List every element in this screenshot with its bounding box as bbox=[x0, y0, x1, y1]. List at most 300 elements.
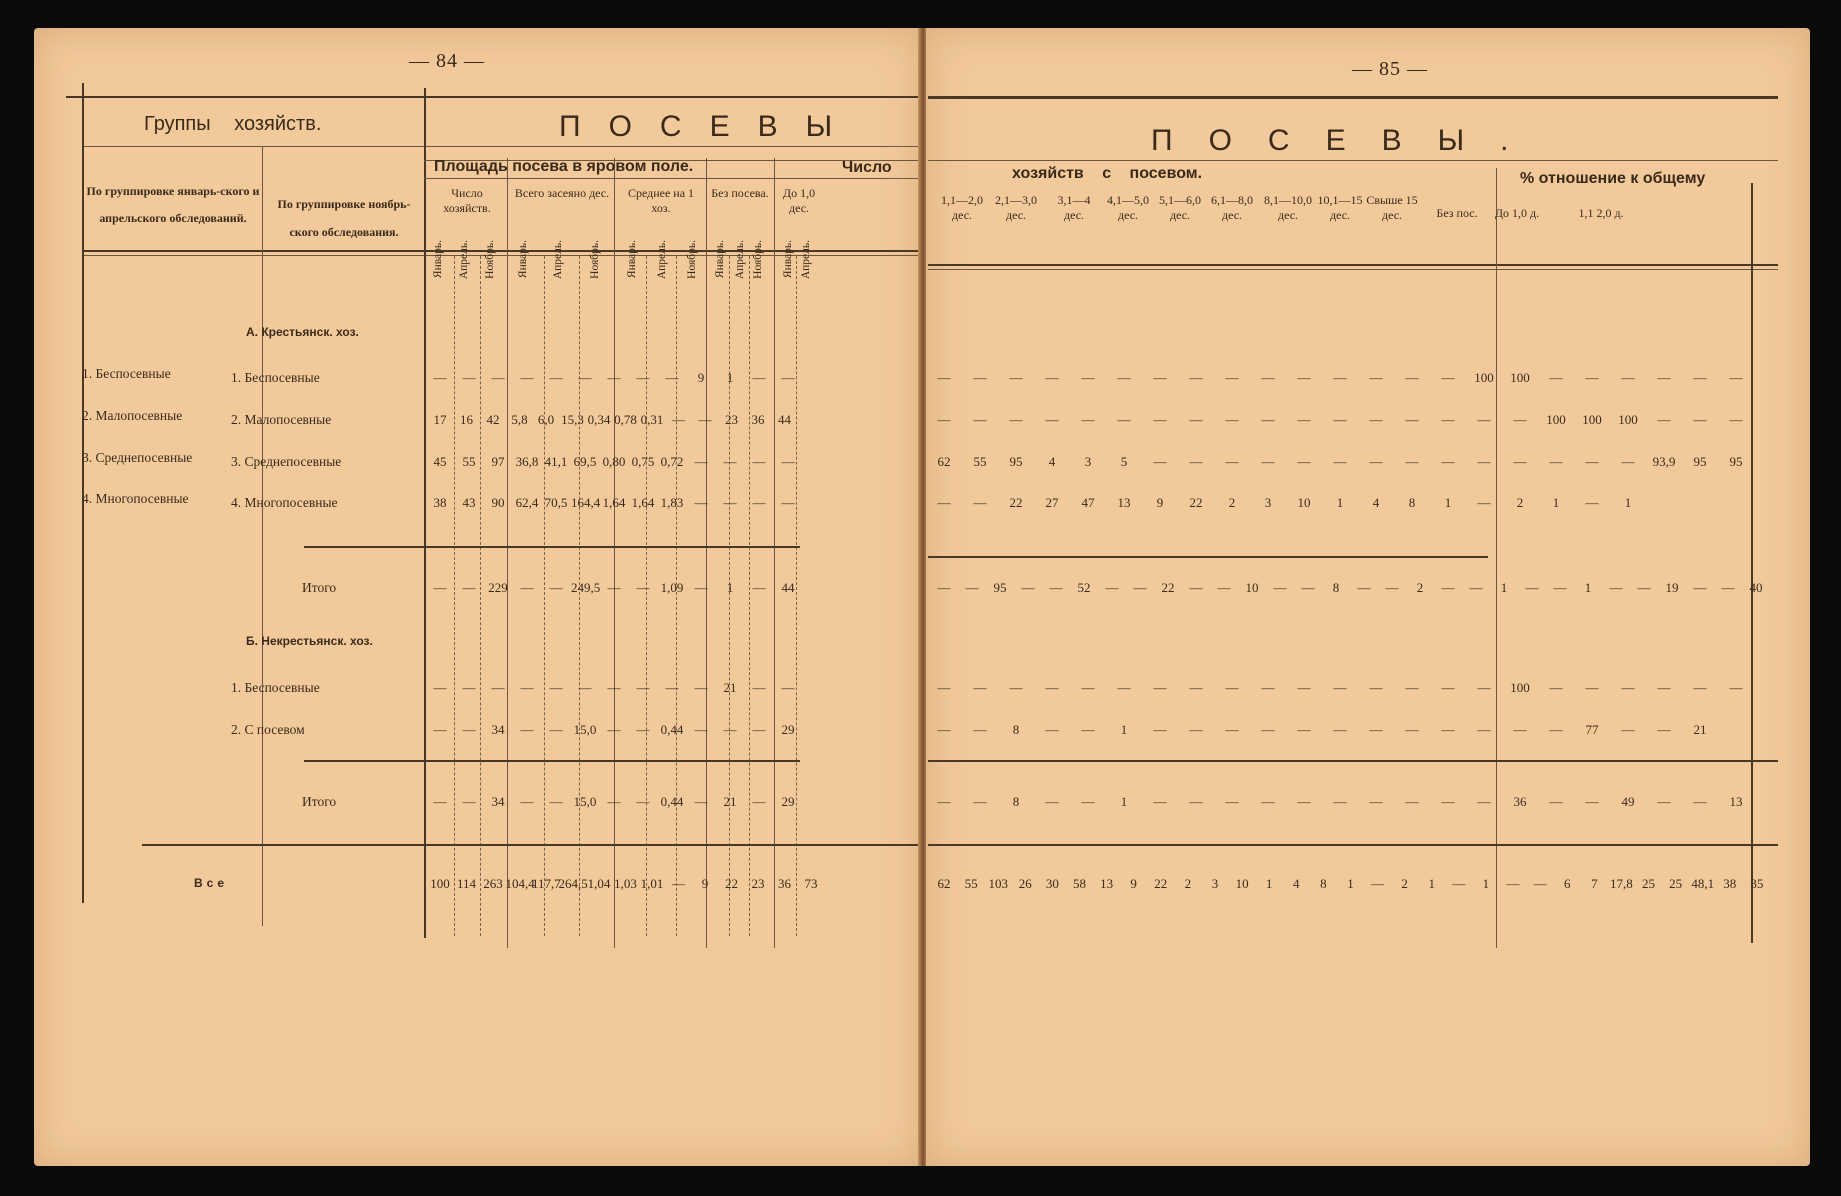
table-cell: — bbox=[781, 454, 795, 469]
row-label: Итого bbox=[302, 580, 337, 595]
table-cell: — bbox=[1525, 580, 1539, 595]
table-cell: 41,1 bbox=[544, 454, 568, 469]
page-title: ПОСЕВЫ. bbox=[1151, 124, 1545, 157]
table-cell: 10 bbox=[1297, 495, 1311, 510]
table-cell: — bbox=[520, 722, 534, 737]
row-label: 3. Среднепосевные bbox=[231, 454, 342, 469]
table-cell: 34 bbox=[491, 794, 505, 809]
column-guide bbox=[749, 256, 750, 936]
table-cell: — bbox=[1621, 680, 1635, 695]
table-cell: — bbox=[462, 680, 476, 695]
table-cell: — bbox=[973, 412, 987, 427]
table-cell: — bbox=[636, 580, 650, 595]
table-cell: 1 bbox=[1428, 876, 1435, 891]
table-cell: — bbox=[1081, 722, 1095, 737]
table-cell: — bbox=[1217, 580, 1231, 595]
table-cell: — bbox=[433, 370, 447, 385]
table-cell: — bbox=[698, 412, 712, 427]
table-cell: — bbox=[1657, 722, 1671, 737]
table-cell: — bbox=[1585, 495, 1599, 510]
table-cell: — bbox=[1469, 580, 1483, 595]
table-cell: — bbox=[1153, 412, 1167, 427]
table-cell: 3 bbox=[1211, 876, 1219, 891]
table-cell: 95 bbox=[1009, 454, 1023, 469]
table-cell: — bbox=[1225, 722, 1239, 737]
table-cell: — bbox=[1657, 794, 1671, 809]
table-cell: 45 bbox=[433, 454, 447, 469]
col-group-sown: Всего засеяно дес. bbox=[514, 186, 610, 200]
table-cell: — bbox=[1405, 680, 1419, 695]
table-cell: — bbox=[752, 680, 766, 695]
table-cell: — bbox=[1721, 580, 1735, 595]
table-cell: — bbox=[1729, 680, 1743, 695]
table-cell: — bbox=[1297, 412, 1311, 427]
col-group-average: Среднее на 1 хоз. bbox=[627, 186, 695, 215]
table-cell: 4 bbox=[1293, 876, 1300, 891]
month-label: Январь. bbox=[626, 240, 638, 279]
table-cell: 36 bbox=[1513, 794, 1527, 809]
table-cell: — bbox=[636, 680, 650, 695]
table-cell: — bbox=[1189, 722, 1203, 737]
table-cell: — bbox=[1333, 454, 1347, 469]
table-cell: — bbox=[937, 580, 951, 595]
table-cell: 100 bbox=[1510, 370, 1530, 385]
table-cell: 69,5 bbox=[573, 454, 597, 469]
table-cell: — bbox=[1189, 370, 1203, 385]
table-cell: — bbox=[1385, 580, 1399, 595]
table-cell: 100 bbox=[1582, 412, 1602, 427]
table-cell: 1 bbox=[1624, 495, 1632, 510]
table-cell: — bbox=[694, 722, 708, 737]
table-cell: — bbox=[1189, 580, 1203, 595]
table-cell: 8 bbox=[1012, 794, 1020, 809]
table-cell: — bbox=[1333, 370, 1347, 385]
table-cell: — bbox=[1081, 680, 1095, 695]
table-cell: 2 bbox=[1516, 495, 1524, 510]
table-cell: 1 bbox=[1482, 876, 1490, 891]
table-cell: 1 bbox=[1552, 495, 1560, 510]
table-cell: — bbox=[520, 794, 534, 809]
col-divider bbox=[706, 158, 707, 948]
table-cell: — bbox=[1441, 722, 1455, 737]
month-label: Январь. bbox=[432, 240, 444, 279]
col-group-header: 8,1—10,0 дес. bbox=[1264, 193, 1312, 222]
col-group-no-sowing: Без посева. bbox=[711, 186, 769, 200]
table-cell: — bbox=[1153, 722, 1167, 737]
table-cell: — bbox=[973, 722, 987, 737]
month-label: Январь. bbox=[517, 240, 529, 279]
table-cell: 1,64 bbox=[631, 495, 655, 510]
table-cell: — bbox=[1441, 680, 1455, 695]
table-cell: — bbox=[1333, 680, 1347, 695]
table-cell: — bbox=[1333, 722, 1347, 737]
table-cell: — bbox=[694, 680, 708, 695]
table-cell: 7 bbox=[1591, 876, 1598, 891]
table-cell: 44 bbox=[778, 412, 791, 427]
table-cell: — bbox=[433, 680, 447, 695]
table-cell: 5 bbox=[1120, 454, 1128, 469]
table-cell: 25 bbox=[1642, 876, 1656, 891]
col-group-header: Свыше 15 дес. bbox=[1366, 193, 1418, 222]
table-cell: — bbox=[752, 580, 766, 595]
rule bbox=[82, 146, 922, 147]
households-header: хозяйств с посевом. bbox=[1012, 165, 1203, 182]
month-label: Апрель. bbox=[800, 240, 812, 280]
row-label: 4. Многопосевные bbox=[231, 495, 338, 510]
table-cell: — bbox=[1549, 454, 1563, 469]
table-cell: — bbox=[549, 370, 563, 385]
column-guide bbox=[544, 256, 545, 936]
column-guide bbox=[646, 256, 647, 936]
table-cell: 100 bbox=[1474, 370, 1494, 385]
table-cell: — bbox=[1045, 412, 1059, 427]
table-cell: 73 bbox=[804, 876, 818, 891]
table-cell: 95 bbox=[1729, 454, 1743, 469]
row-label: 2. С посевом bbox=[231, 722, 305, 737]
table-cell: 263 bbox=[483, 876, 503, 891]
table-cell: 1 bbox=[1584, 580, 1592, 595]
rule bbox=[424, 178, 922, 179]
table-cell: 2 bbox=[1416, 580, 1424, 595]
table-cell: — bbox=[607, 580, 621, 595]
table-cell: — bbox=[1045, 722, 1059, 737]
col-group-header: 1,1 2,0 д. bbox=[1578, 206, 1624, 220]
table-cell: 9 bbox=[701, 876, 709, 891]
table-cell: — bbox=[1585, 794, 1599, 809]
table-cell: 48,1 bbox=[1691, 876, 1715, 891]
table-cell: 3 bbox=[1264, 495, 1272, 510]
table-cell: — bbox=[433, 794, 447, 809]
table-cell: — bbox=[1369, 680, 1383, 695]
table-cell: 22 bbox=[1009, 495, 1023, 510]
table-cell: — bbox=[781, 680, 795, 695]
table-cell: — bbox=[1553, 580, 1567, 595]
col-group-header: 10,1—15 дес. bbox=[1317, 193, 1363, 222]
table-cell: — bbox=[1729, 370, 1743, 385]
month-label: Апрель. bbox=[656, 240, 668, 280]
table-cell: — bbox=[636, 794, 650, 809]
row-label: 1. Беспосевные bbox=[231, 370, 320, 385]
table-cell: 10 bbox=[1235, 876, 1249, 891]
group-label: 1. Беспосевные bbox=[82, 366, 171, 381]
table-cell: — bbox=[672, 876, 685, 891]
table-cell: 29 bbox=[781, 722, 795, 737]
table-cell: — bbox=[1333, 412, 1347, 427]
table-cell: — bbox=[1261, 454, 1275, 469]
table-cell: — bbox=[1261, 412, 1275, 427]
table-cell: — bbox=[973, 680, 987, 695]
table-cell: — bbox=[1369, 454, 1383, 469]
table-cell: — bbox=[937, 412, 951, 427]
table-cell: — bbox=[1021, 580, 1035, 595]
group-label: 2. Малопосевные bbox=[82, 408, 183, 423]
table-cell: — bbox=[1133, 580, 1147, 595]
table-cell: — bbox=[1441, 370, 1455, 385]
table-cell: 100 bbox=[1510, 680, 1530, 695]
table-cell: 1,09 bbox=[660, 580, 684, 595]
table-cell: 26 bbox=[1018, 876, 1032, 891]
column-guide bbox=[579, 256, 580, 936]
table-cell: — bbox=[1441, 454, 1455, 469]
table-cell: — bbox=[578, 370, 592, 385]
table-cell: 1,04 bbox=[587, 876, 611, 891]
table-cell: 164,4 bbox=[571, 495, 601, 510]
table-cell: 22 bbox=[1154, 876, 1168, 891]
table-cell: — bbox=[1477, 412, 1491, 427]
table-cell: — bbox=[549, 580, 563, 595]
table-cell: — bbox=[1693, 370, 1707, 385]
rule bbox=[928, 760, 1778, 762]
table-cell: — bbox=[1369, 412, 1383, 427]
table-cell: — bbox=[1513, 412, 1527, 427]
table-cell: 36 bbox=[751, 412, 765, 427]
top-rule bbox=[66, 96, 922, 98]
table-cell: 21 bbox=[723, 680, 737, 695]
table-cell: — bbox=[1225, 412, 1239, 427]
table-cell: 100 bbox=[1546, 412, 1566, 427]
groups-header: Группы хозяйств. bbox=[144, 113, 322, 135]
table-cell: 114 bbox=[456, 876, 477, 891]
month-label: Ноябрь. bbox=[752, 240, 764, 279]
table-cell: — bbox=[694, 495, 708, 510]
rule bbox=[928, 844, 1778, 846]
table-cell: — bbox=[1189, 794, 1203, 809]
col-group-header: 4,1—5,0 дес. bbox=[1107, 193, 1149, 222]
rule bbox=[142, 844, 922, 846]
page-number: — 84 — bbox=[409, 50, 485, 72]
table-cell: 77 bbox=[1585, 722, 1599, 737]
page-title: ПОСЕВЫ bbox=[559, 110, 861, 143]
table-cell: 21 bbox=[723, 794, 737, 809]
jan-apr-grouping-header: По группировке январь-ского и апрельского обследований. bbox=[86, 184, 260, 225]
table-cell: — bbox=[1657, 412, 1671, 427]
table-cell: 27 bbox=[1045, 495, 1059, 510]
table-cell: 1,01 bbox=[640, 876, 664, 891]
month-label: Ноябрь. bbox=[589, 240, 601, 279]
table-cell: — bbox=[1405, 370, 1419, 385]
table-cell: — bbox=[1585, 680, 1599, 695]
table-cell: 93,9 bbox=[1652, 454, 1676, 469]
table-cell: — bbox=[937, 370, 951, 385]
table-cell: — bbox=[694, 794, 708, 809]
table-cell: — bbox=[1153, 794, 1167, 809]
table-cell: — bbox=[694, 580, 708, 595]
table-cell: 1 bbox=[1444, 495, 1452, 510]
col-group-header: 2,1—3,0 дес. bbox=[995, 193, 1037, 222]
table-cell: 1 bbox=[1120, 794, 1128, 809]
top-rule bbox=[928, 96, 1778, 99]
table-cell: 36,8 bbox=[515, 454, 539, 469]
table-cell: 1 bbox=[726, 580, 734, 595]
month-label: Январь. bbox=[782, 240, 794, 279]
col-group-header: 5,1—6,0 дес. bbox=[1159, 193, 1201, 222]
col-group-up-to-1: До 1,0 дес. bbox=[782, 186, 816, 215]
table-cell: — bbox=[973, 495, 987, 510]
table-cell: — bbox=[520, 370, 534, 385]
table-cell: — bbox=[1009, 680, 1023, 695]
section-a-label: А. Крестьянск. хоз. bbox=[246, 325, 359, 339]
table-cell: — bbox=[549, 680, 563, 695]
table-cell: — bbox=[1477, 680, 1491, 695]
table-cell: — bbox=[1261, 370, 1275, 385]
table-cell: — bbox=[973, 794, 987, 809]
table-cell: — bbox=[1371, 876, 1385, 891]
group-label: 3. Среднепосевные bbox=[82, 450, 193, 465]
table-cell: 1 bbox=[1500, 580, 1508, 595]
table-cell: — bbox=[723, 495, 737, 510]
table-cell: 35 bbox=[1750, 876, 1764, 891]
table-cell: — bbox=[1261, 722, 1275, 737]
table-cell: — bbox=[1081, 412, 1095, 427]
table-cell: 1 bbox=[1347, 876, 1354, 891]
table-cell: 104,4 bbox=[505, 876, 535, 891]
table-cell: 58 bbox=[1072, 876, 1086, 891]
table-cell: 34 bbox=[491, 722, 505, 737]
table-cell: — bbox=[607, 794, 621, 809]
table-cell: — bbox=[1405, 454, 1419, 469]
table-cell: 0,80 bbox=[602, 454, 626, 469]
table-cell: 264,5 bbox=[558, 876, 588, 891]
table-cell: — bbox=[636, 722, 650, 737]
month-label: Ноябрь. bbox=[686, 240, 698, 279]
table-cell: — bbox=[1297, 454, 1311, 469]
pct-header: % отношение к общему bbox=[1520, 170, 1706, 187]
table-cell: — bbox=[1117, 680, 1131, 695]
table-cell: 17 bbox=[433, 412, 447, 427]
table-cell: 36 bbox=[778, 876, 791, 891]
table-cell: 2 bbox=[1184, 876, 1192, 891]
table-cell: — bbox=[1297, 680, 1311, 695]
table-cell: 40 bbox=[1749, 580, 1763, 595]
table-cell: — bbox=[1549, 722, 1563, 737]
table-cell: 1 bbox=[1336, 495, 1344, 510]
table-cell: — bbox=[1513, 454, 1527, 469]
table-cell: 15,3 bbox=[561, 412, 584, 427]
table-cell: 2 bbox=[1401, 876, 1408, 891]
table-cell: — bbox=[1693, 680, 1707, 695]
table-cell: 13 bbox=[1729, 794, 1743, 809]
page-number: — 85 — bbox=[1352, 58, 1428, 80]
table-cell: 38 bbox=[433, 495, 447, 510]
table-cell: 4 bbox=[1048, 454, 1056, 469]
table-cell: — bbox=[1105, 580, 1119, 595]
table-cell: 5,8 bbox=[511, 412, 528, 427]
table-cell: 1 bbox=[1265, 876, 1273, 891]
col-group-header: Без пос. bbox=[1436, 206, 1478, 220]
col-divider bbox=[614, 158, 615, 948]
table-cell: — bbox=[1225, 680, 1239, 695]
table-cell: 13 bbox=[1117, 495, 1131, 510]
col-group-header: 3,1—4 дес. bbox=[1057, 193, 1091, 222]
table-cell: — bbox=[491, 370, 505, 385]
header-rule bbox=[82, 250, 922, 252]
row-label: 1. Беспосевные bbox=[231, 680, 320, 695]
table-cell: — bbox=[549, 722, 563, 737]
table-cell: — bbox=[433, 722, 447, 737]
table-cell: 15,0 bbox=[573, 794, 597, 809]
table-cell: — bbox=[1621, 722, 1635, 737]
table-cell: — bbox=[1585, 454, 1599, 469]
table-cell: 0,78 bbox=[614, 412, 637, 427]
table-cell: 8 bbox=[1332, 580, 1340, 595]
table-cell: — bbox=[1225, 794, 1239, 809]
table-cell: — bbox=[520, 680, 534, 695]
table-cell: 25 bbox=[1669, 876, 1683, 891]
right-page bbox=[926, 28, 1810, 1166]
month-label: Апрель. bbox=[552, 240, 564, 280]
table-cell: — bbox=[1621, 370, 1635, 385]
table-cell: — bbox=[1549, 680, 1563, 695]
table-cell: — bbox=[937, 722, 951, 737]
column-guide bbox=[676, 256, 677, 936]
table-cell: — bbox=[1729, 412, 1743, 427]
table-cell: — bbox=[1477, 454, 1491, 469]
row-label: 2. Малопосевные bbox=[231, 412, 332, 427]
table-cell: — bbox=[1477, 495, 1491, 510]
table-cell: 0,72 bbox=[660, 454, 684, 469]
table-cell: 0,34 bbox=[587, 412, 611, 427]
grand-total-label: Все bbox=[194, 876, 229, 890]
table-cell: — bbox=[607, 722, 621, 737]
table-cell: — bbox=[462, 370, 476, 385]
table-cell: 97 bbox=[491, 454, 505, 469]
table-cell: 47 bbox=[1081, 495, 1095, 510]
table-cell: — bbox=[1225, 370, 1239, 385]
column-guide bbox=[796, 256, 797, 936]
table-cell: 30 bbox=[1045, 876, 1059, 891]
table-cell: 22 bbox=[1161, 580, 1175, 595]
table-cell: — bbox=[1261, 680, 1275, 695]
table-cell: — bbox=[1297, 722, 1311, 737]
group-label: 4. Многопосевные bbox=[82, 491, 189, 506]
table-cell: 229 bbox=[488, 580, 508, 595]
table-cell: — bbox=[1189, 680, 1203, 695]
table-cell: 103 bbox=[988, 876, 1008, 891]
table-cell: — bbox=[752, 370, 766, 385]
table-cell: — bbox=[462, 722, 476, 737]
table-cell: 1,83 bbox=[660, 495, 684, 510]
table-cell: 49 bbox=[1621, 794, 1635, 809]
table-cell: 43 bbox=[462, 495, 476, 510]
column-guide bbox=[454, 256, 455, 936]
section-b-label: Б. Некрестьянск. хоз. bbox=[246, 634, 373, 648]
table-cell: — bbox=[1045, 370, 1059, 385]
table-cell: — bbox=[549, 794, 563, 809]
table-cell: — bbox=[1357, 580, 1371, 595]
month-label: Январь. bbox=[714, 240, 726, 279]
nov-grouping-header: По группировке ноябрь-ского обследования. bbox=[277, 197, 411, 239]
table-cell: 1 bbox=[726, 370, 734, 385]
table-cell: — bbox=[781, 370, 795, 385]
table-cell: — bbox=[636, 370, 650, 385]
table-cell: — bbox=[723, 722, 737, 737]
table-cell: 9 bbox=[697, 370, 705, 385]
month-label: Апрель. bbox=[734, 240, 746, 280]
col-divider bbox=[1496, 168, 1497, 948]
rule bbox=[928, 160, 1778, 161]
table-cell: — bbox=[1405, 722, 1419, 737]
table-cell: — bbox=[1369, 370, 1383, 385]
table-cell: — bbox=[1477, 722, 1491, 737]
column-guide bbox=[729, 256, 730, 936]
table-cell: 13 bbox=[1100, 876, 1114, 891]
table-cell: — bbox=[1297, 794, 1311, 809]
table-cell: 23 bbox=[751, 876, 765, 891]
table-cell: — bbox=[1609, 580, 1623, 595]
table-cell: 44 bbox=[781, 580, 795, 595]
table-cell: — bbox=[1153, 454, 1167, 469]
table-cell: — bbox=[1081, 370, 1095, 385]
